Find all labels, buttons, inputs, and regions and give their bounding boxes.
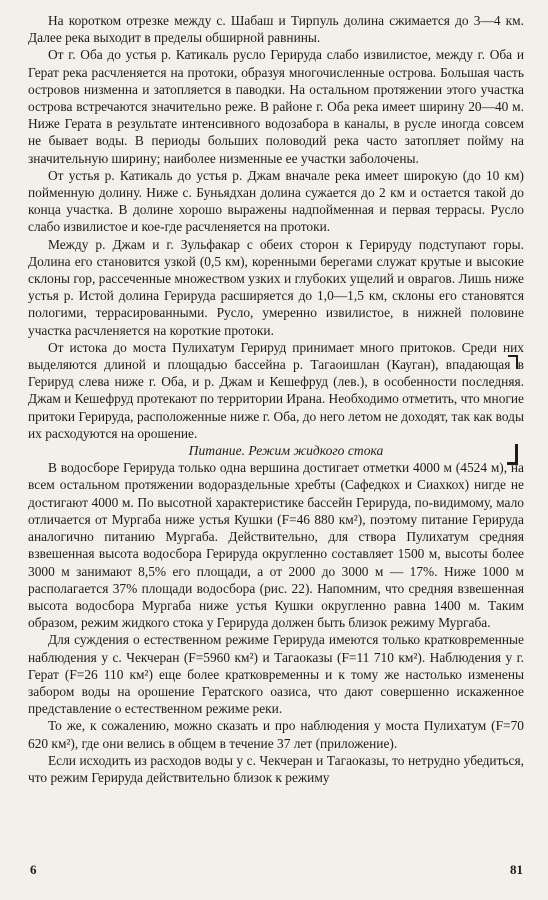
- paragraph: От истока до моста Пулихатум Герируд принимает много притоков. Среди них выделяются длиной и площадью бассейна р. Тагаоишлан (Кауган), впадающая в Герируд слева ниже г. Оба, и р. Джам и Кешефруд (лев.), в особенности последняя. Джам и Кешефруд протекают по территории Ирана. Необходимо отметить, что многие притоки Герируда, расположенные ниже г. Оба, до него летом не доходят, так как воды их расходуются на орошение.: [28, 339, 524, 441]
- paragraph: От устья р. Катикаль до устья р. Джам вначале река имеет широкую (до 10 км) пойменную долину. Ниже с. Буньядхан долина сужается до 2 км и остается такой до конца участка. В долине хорошо выражены надпойменная и первая террасы. Русло слабо извилистое и кое-где расчленяется на протоки.: [28, 167, 524, 235]
- paragraph: На коротком отрезке между с. Шабаш и Тирпуль долина сжимается до 3—4 км. Далее река выходит в пределы обширной равнины.: [28, 13, 524, 46]
- page-number-left: 6: [30, 862, 37, 877]
- paragraph: Между р. Джам и г. Зульфакар с обеих сторон к Герируду подступают горы. Долина его становится узкой (0,5 км), коренными берегами служат крутые и высокие склоны гор, рассеченные множеством узких и глубоких ущелий и оврагов. Лишь ниже устья р. Истой долина Герируда расширяется до 1,0—1,5 км, склоны его становятся пологими, террасированными. Русло, умеренно извилистое, в нижней половине участка расчленяется на короткие протоки.: [28, 236, 524, 338]
- margin-bracket-mark: [508, 355, 518, 369]
- document-body: [28, 12, 524, 786]
- paragraph: Для суждения о естественном режиме Герируда имеются только кратковременные наблюдения у с. Чекчеран (F=5960 км²) и Тагаоказы (F=11 710 км²). Наблюдения у г. Герат (F=26 110 км²) еще более кратковременны и к тому же настолько изменены забором воды на орошение Гератского оазиса, что дают совершенно искаженное представление о естественном режиме реки.: [28, 632, 524, 717]
- margin-bracket-mark: [507, 444, 518, 465]
- paragraph: От г. Оба до устья р. Катикаль русло Герируда слабо извилистое, между г. Оба и Герат река расчленяется на протоки, образуя многочисленные острова. Большая часть островов низменна и затопляется в паводки. На остальном протяжении этого участка острова встречаются значительно реже. В районе г. Оба река имеет ширину 20—40 м. Ниже Герата в результате интенсивного водозабора в каналы, в русле иногда совсем не бывает воды. В периоды больших половодий река часто затопляет пойму на значительную ширину; наиболее низменные ее участки заболочены.: [28, 47, 524, 166]
- page-number-right: 81: [510, 862, 523, 877]
- section-title: Питание. Режим жидкого стока: [188, 443, 384, 459]
- paragraph: В водосборе Герируда только одна вершина достигает отметки 4000 м (4524 м), на всем остальном протяжении водораздельные хребты (Сафедкох и Сиахкох) нигде не достигают 4000 м. По высотной характеристике бассейн Герируда, по-видимому, мало отличается от Мургаба ниже устья Кушки (F=46 880 км²), поэтому питание Герируда аналогично питанию Мургаба. Действительно, для створа Пулихатум средняя взвешенная высота водосбора Герируда округленно составляет 1500 м, высоты более 3000 м занимают 8,5% его площади, а от 2000 до 3000 м — 17%. Ниже 1000 м располагается 37% площади водосбора (рис. 22). Напомним, что средняя взвешенная высота водосбора Мургаба ниже устья Кушки округленно равна 1400 м. Таким образом, режим жидкого стока у Герируда должен быть близок режиму Мургаба.: [28, 460, 524, 631]
- paragraph: Если исходить из расходов воды у с. Чекчеран и Тагаоказы, то нетрудно убедиться, что режим Герируда действительно близок к режиму: [28, 752, 524, 785]
- paragraph: То же, к сожалению, можно сказать и про наблюдения у моста Пулихатум (F=70 620 км²), где они велись в общем в течение 37 лет (приложение).: [28, 718, 524, 751]
